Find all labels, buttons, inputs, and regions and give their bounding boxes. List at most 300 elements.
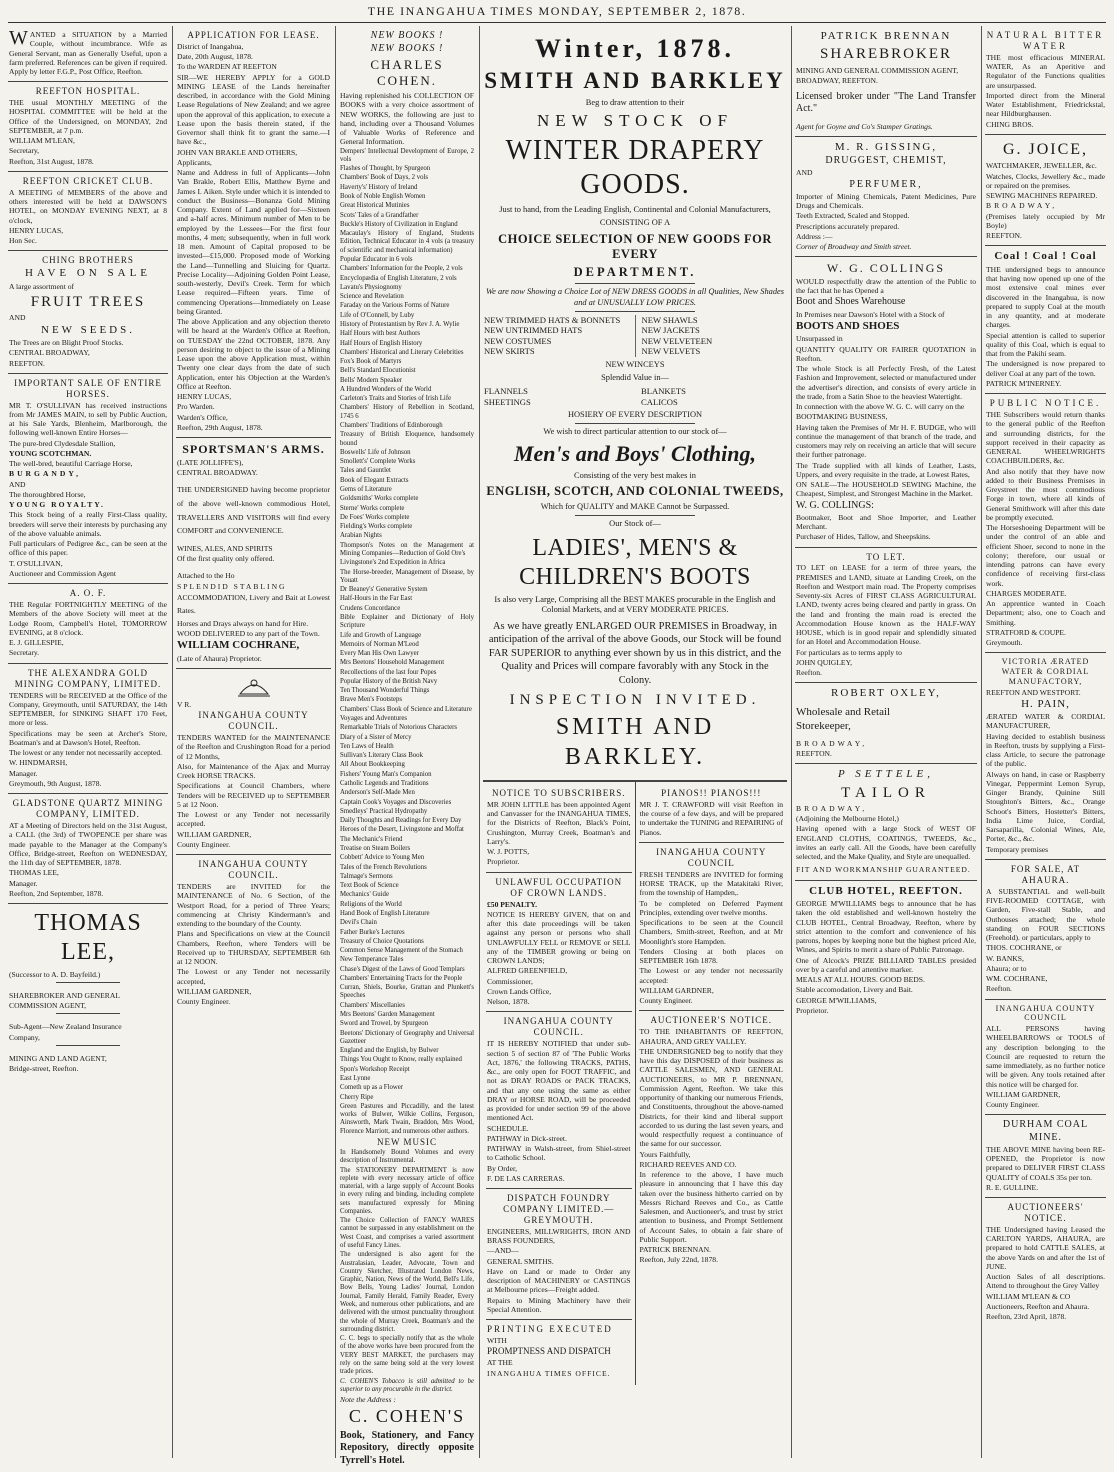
- signature-title: Proprietor.: [487, 857, 520, 867]
- book-item: Chambers' Miscellanies: [340, 1001, 405, 1009]
- ad-body: Also, for Maintenance of the Ajax and Murray Creek HORSE TRACKS.: [177, 761, 330, 781]
- ad-line: BOOTS AND SHOES: [796, 319, 900, 332]
- ad-body: MR T. O'SULLIVAN has received instructions from Mr JAMES MAIN, to sell by Public Auction, at his Sale Yards, Blenheim, Marlborough, the following well-known Entire Horses—: [9, 400, 167, 438]
- ad-heading: NEW MUSIC: [376, 1136, 438, 1147]
- ad-robert-oxley: [795, 683, 977, 764]
- signature: F. DE LAS CARRERAS.: [487, 1173, 565, 1183]
- ad-heading: CHARLES COHEN.: [370, 57, 444, 89]
- ad-body: Full particulars of Pedigree &c., can be seen at the office of this paper.: [9, 539, 167, 558]
- book-item: Goldsmiths' Works complete: [340, 495, 419, 503]
- ad-heading: INANGAHUA COUNTY COUNCIL: [995, 1003, 1096, 1023]
- list-item: NEW SHAWLS: [641, 314, 698, 325]
- book-item: Mrs Beetons' Household Management: [340, 659, 445, 667]
- book-item: History of Protestantism by Rev J. A. Wylie: [340, 320, 460, 328]
- ad-body: Plans and Specifications on view at the Council Chambers, Reefton, where Tenders will be Received up to THURSDAY, SEPTEMBER 6th at 12 NOON.: [177, 929, 330, 967]
- ad-line: Stable accomodation, Livery and Bait.: [796, 985, 913, 995]
- book-item: Talmage's Sermons: [340, 872, 393, 880]
- book-item: Cobbett' Advice to Young Men: [340, 854, 425, 862]
- ad-body: An apprentice wanted in Coach Department; also, one to Coach and Smithing.: [986, 599, 1105, 627]
- ad-heading: REEFTON HOSPITAL.: [35, 86, 141, 97]
- ad-line: AND: [796, 168, 813, 178]
- ad-date: Nelson, 1878.: [487, 997, 530, 1007]
- ad-heading: H. PAIN,: [1021, 697, 1070, 710]
- ad-line: Bridge-street, Reefton.: [9, 1064, 79, 1074]
- book-item: Book of Noble English Women: [340, 193, 426, 200]
- ad-body: As we have greatly ENLARGED OUR PREMISES in Broadway, in anticipation of the arrival of the above Goods, our Stock will be found FAR SUPERIOR to anything ever shown by us in this district, and the Quality and Prices will compare favorably with any Stock in the Colony.: [488, 620, 782, 686]
- ad-body: The Lowest or any tender not necessarily accepted:: [639, 966, 783, 985]
- ad-bitter-water: [985, 26, 1106, 135]
- signature: R. E. GULLINE.: [986, 1182, 1039, 1192]
- book-item: Encyclopædia of English Literature, 2 vols: [340, 274, 457, 282]
- ad-line: Note the Address :: [340, 1395, 396, 1405]
- book-item: Text Book of Science: [340, 882, 399, 890]
- ad-heading: INANGAHUA COUNTY COUNCIL: [656, 846, 767, 868]
- ad-line: DRUGGEST, CHEMIST,: [825, 155, 947, 167]
- divider: [575, 311, 696, 312]
- book-item: Chambers' Information for the People, 2 vols: [340, 265, 463, 273]
- ad-printing: [486, 1320, 632, 1383]
- ad-line: REEFTON.: [986, 231, 1022, 241]
- ad-body: MR JOHN LITTLE has been appointed Agent and Canvasser for the INANGAHUA TIMES, for the Districts of Reefton, Black's Point, Crushington, Murray Creek, Boatman's and Larry's.: [487, 799, 631, 846]
- ad-line: BROADWAY,: [796, 803, 868, 813]
- ad-line: Unsurpassed in: [796, 334, 843, 344]
- signature-title: Applicants,: [177, 157, 212, 167]
- ad-body: Auction Sales of all descriptions. Attend to throughout the Grey Valley: [986, 1272, 1105, 1291]
- ad-line: V R.: [177, 699, 192, 709]
- ad-line: Attached to the Ho: [177, 571, 235, 581]
- column-6: [985, 26, 1106, 1458]
- book-item: Treatise on Steam Boilers: [340, 844, 411, 852]
- ad-line: GENERAL SMITHS.: [487, 1256, 554, 1266]
- book-item: Beetons' Dictionary of Geography and Universal Gazetteer: [340, 1029, 474, 1045]
- list-item: NEW UNTRIMMED HATS: [484, 325, 583, 336]
- signature: STRATFORD & COUPE.: [986, 627, 1066, 637]
- ad-heading: NOTICE TO SUBSCRIBERS.: [492, 787, 626, 798]
- ad-council-footpaths: [486, 1012, 632, 1189]
- book-item: Remarkable Trials of Notorious Characters: [340, 724, 458, 732]
- ad-body: The Choice Collection of FANCY WARES cannot be surpassed in any establishment on the West Coast, and comprises a varied assortment of useful Fancy Lines.: [340, 1217, 474, 1250]
- ad-line: Company,: [9, 1032, 40, 1042]
- ad-line: MINING AND LAND AGENT,: [9, 1053, 107, 1063]
- book-item: Bell's Standard Elocutionist: [340, 367, 416, 375]
- ad-line: The thoroughbred Horse,: [9, 489, 86, 499]
- ad-line: COMMISSION AGENT,: [9, 1001, 87, 1011]
- list-item: NEW VELVETEEN: [641, 335, 713, 346]
- ad-body: THE usual MONTHLY MEETING of the HOSPITAL COMMITTEE will be held at the Office of the Undersigned, on MONDAY, 2nd SEPTEMBER, at 7 p.m.: [9, 98, 167, 135]
- ad-line: District of Inangahua,: [177, 41, 244, 51]
- signature: WILLIAM GARDNER,: [177, 986, 252, 996]
- ad-line: Book, Stationery, and Fancy Repository, directly opposite Tyrrell's Hotel.: [340, 1430, 474, 1466]
- ad-line: Bootmaker, Boot and Shoe Importer, and Leather Merchant.: [796, 512, 976, 532]
- subcolumn-left: [483, 782, 636, 1385]
- ad-heading: G. JOICE,: [1002, 140, 1089, 158]
- ad-line: Date, 20th August, 1878.: [177, 52, 253, 62]
- ad-heading: PUBLIC NOTICE.: [989, 398, 1102, 409]
- ad-line: MEALS AT ALL HOURS. GOOD BEDS.: [796, 975, 925, 985]
- ad-subscribers: [486, 784, 632, 873]
- ad-line: PATHWAY in Walsh-street, from Shiel-street to Catholic School.: [487, 1144, 631, 1163]
- book-item: Voyages and Adventures: [340, 715, 408, 723]
- column-rule: [791, 26, 792, 1458]
- ad-sportsmans-arms: [176, 438, 331, 669]
- ad-body: Specifications may be seen at Archer's Store, Boatman's and at Dawson's Hotel, Reefton.: [9, 728, 167, 747]
- column-2: [176, 26, 331, 1458]
- book-item: Scots' Tales of a Grandfather: [340, 211, 419, 219]
- ad-body: In reference to the above, I have much pleasure in announcing that I have this day taken over the business hitherto carried on by Messrs Richard Reeves and Co., as Cattle Salesmen, and Auctioneer's, and trust by strict attention to business, and Prompt Settlement of Account Sales, to obtain a fair share of Public Support.: [639, 1170, 783, 1244]
- ad-heading: A. O. F.: [69, 588, 107, 599]
- ad-joice: [985, 135, 1106, 247]
- ad-body: ALL PERSONS having WHEELBARROWS or TOOLS of any description belonging to the Council are requested to return the same immediately, as no further notice will be given. Any tools retained after this notice will be charged for.: [986, 1024, 1105, 1089]
- firm-name: SMITH AND BARKLEY: [484, 67, 786, 93]
- ad-line: Yours Faithfully,: [639, 1149, 691, 1159]
- book-item: Half-Hours in the Far East: [340, 595, 413, 603]
- signature: E. J. GILLESPIE,: [9, 638, 64, 648]
- ad-date: Reefton, 29th August, 1878.: [177, 422, 263, 432]
- column-3: [339, 26, 475, 1466]
- book-item: Treasury of British Eloquence, handsomely bound: [340, 431, 474, 447]
- ad-body: Is also very Large, Comprising all the BEST MAKES procurable in the English and Colonial Markets, and at VERY MODERATE PRICES.: [494, 595, 776, 615]
- ad-heading: REEFTON CRICKET CLUB.: [22, 175, 154, 186]
- horse-name: YOUNG SCOTCHMAN.: [9, 448, 92, 458]
- ad-line: QUANTITY QUALITY OR FAIRER QUOTATION in Reefton.: [796, 344, 976, 363]
- ad-line: Agent for Goyne and Co's Stamper Gratings.: [796, 121, 933, 131]
- ad-body: Imported direct from the Mineral Water Establishment, Friedrickstal, near Hildburghausen.: [986, 90, 1105, 119]
- list-item: FLANNELS: [484, 386, 528, 397]
- book-item: Macaulay's History of England, Students Edition, Technical Educator in 4 vols (a treasury of scientific and mechanical information): [340, 230, 474, 254]
- list-item: NEW VELVETS: [641, 346, 701, 357]
- ad-date: Greymouth, 9th August, 1878.: [9, 778, 102, 788]
- column-rule: [335, 26, 336, 1458]
- book-item: Things You Ought to Know, really explained: [340, 1056, 462, 1064]
- ad-line: FIT AND WORKMANSHIP GUARANTEED.: [796, 865, 971, 875]
- ad-body: WOOD DELIVERED to any part of the Town.: [177, 629, 320, 639]
- ad-heading: FOR SALE, AT AHAURA.: [1010, 863, 1081, 885]
- book-item: A Hundred Wonders of the World: [340, 385, 432, 393]
- ad-body: Having opened with a large Stock of WEST OF ENGLAND CLOTHS, COATINGS, TWEEDS, &c., invites an early call. All the Goods, have been carefully selected, and the Make Quality, and Style are unequalled.: [796, 824, 976, 862]
- ad-body: THE UNDERSIGNED beg to notify that they have this day DISPOSED of their business as CATTLE SALESMEN, AND GENERAL AUCTIONEERS, to MR P. BRENNAN, Commission Agent, Reefton. We take this opportunity of thanking our numerous Friends, and Constituents, throughout the above-named Districts, for their kind and liberal support accorded to us during the last seven years, and would respectfully request a continuance of the same for our successor.: [639, 1046, 783, 1149]
- ad-date: Reefton, July 22nd, 1878.: [639, 1255, 718, 1265]
- royal-crest-icon: [234, 674, 274, 698]
- book-item: Carleton's Traits and Stories of Irish Life: [340, 395, 452, 403]
- ad-body: THE UNDERSIGNED having become proprietor of the above well-known commodious Hotel, TRAVELLERS AND VISITORS will find every COMFORT and CONVENIENCE.: [177, 485, 330, 536]
- ad-body: The lowest or any tender not necessarily accepted.: [9, 748, 163, 758]
- book-item: Chambers' Class Book of Science and Literature: [340, 705, 472, 713]
- ad-settele: [795, 764, 977, 880]
- divider: [575, 283, 696, 284]
- ad-line: Just to hand, from the Leading English, Continental and Colonial Manufacturers,: [499, 205, 771, 215]
- ad-heading: DISPATCH FOUNDRY COMPANY LIMITED.—GREYMOUTH.: [503, 1193, 615, 1226]
- ad-body: TENDERS WANTED for the MAINTENANCE of the Reefton and Crushington Road for a period of 12 Months,: [177, 733, 330, 761]
- book-item: England and the English, by Bulwer: [340, 1047, 439, 1055]
- ad-heading: Winter, 1878.: [534, 34, 736, 63]
- signature: JOHN QUIGLEY,: [796, 657, 852, 667]
- ad-council-horse-track: [639, 843, 785, 1011]
- ad-heading: SHAREBROKER: [819, 46, 953, 63]
- book-item: Devil's Chain: [340, 919, 377, 927]
- ad-line: BROADWAY,: [986, 201, 1058, 211]
- ad-line: Prescriptions accurately prepared.: [796, 221, 900, 231]
- ad-body: IT IS HEREBY NOTIFIED that under sub-section 5 of section 87 of 'The Public Works Act, 1876,' the following TRACKS, PATHS, &c., are only open for FOOT TRAFFIC, and not as DRAY ROADS or PACK TRACKS, and that any one using the same as either DRAY or HORSE ROAD, will be proceeded as provided for under section 99 of the above mentioned Act.: [487, 1039, 631, 1123]
- ad-heading: NEW BOOKS !: [370, 43, 444, 55]
- ad-line: (Successor to A. D. Bayfeild.): [9, 969, 101, 979]
- ad-body: A SUBSTANTIAL and well-built FIVE-ROOMED COTTAGE, with Garden, Five-stall Stable, and Outhouses attached; the whole standing on FOUR SECTIONS (Freehold). or particulars, apply to: [986, 886, 1105, 943]
- ad-heading: M. R. GISSING,: [834, 140, 938, 153]
- ad-heading: CHING BROTHERS: [42, 255, 134, 266]
- ad-line: REEFTON AND WESTPORT.: [986, 687, 1081, 697]
- ad-line: BOOTMAKING BUSINESS,: [796, 412, 888, 422]
- list-item: NEW SKIRTS: [484, 346, 535, 357]
- book-item: Popular History of the British Navy: [340, 677, 438, 685]
- book-item: Science and Revelation: [340, 293, 404, 301]
- ad-line: We wish to direct particular attention to our stock of—: [543, 427, 727, 437]
- ad-body: AT a Meeting of Directors held on the 31st August, a CALL (the 3rd) of TWOPENCE per share was made payable to the Manager at the Company's Office, Bridge-street, Reefton on WEDNESDAY, the 11th day of SEPTEMBER, 1878.: [9, 821, 167, 868]
- firm-name: SMITH AND BARKLEY.: [555, 714, 715, 770]
- ad-line: Corner of Broadway and Smith street.: [796, 242, 912, 252]
- ad-heading: DURHAM COAL MINE.: [1002, 1119, 1089, 1143]
- ad-line: CENTRAL BROADWAY,: [9, 348, 90, 358]
- ad-line: FRUIT TREES: [30, 294, 146, 311]
- ad-heading: THOMAS LEE,: [34, 910, 142, 966]
- ad-body: In connection with the above W. G. C. will carry on the: [796, 402, 965, 412]
- book-item: Treasury of Choice Quotations: [340, 937, 424, 945]
- book-item: Bible Explainer and Dictionary of Holy Scripture: [340, 613, 474, 630]
- ad-body: MR J. T. CRAWFORD will visit Reefton in the course of a few days, and will be prepared to undertake the TUNING and REPAIRING of Pianos.: [639, 799, 783, 837]
- column-4: [483, 26, 787, 1458]
- ad-council-tenders: [176, 669, 331, 855]
- ad-body: TO LET on LEASE for a term of three years, the PREMISES and LAND, situate at Landing Creek, on the Reefton and Westport main road. The Property comprises Seventy-six Acres of FIRST CLASS AGRICULTURAL LAND, twenty acres being cleared and partly in grass. On the land and fronting the main road is erected the Accommodation House known as the HALF-WAY HOUSE, which is in good repair and splendidly situated for an Hotel and Accommodation House.: [796, 563, 976, 647]
- signature-title: Secretary.: [9, 648, 40, 658]
- ad-date: Reefton, 2nd September, 1878.: [9, 888, 104, 898]
- ad-date: Reefton, 23rd April, 1878.: [986, 1312, 1067, 1322]
- ad-body: This Stock being of a really First-Class quality, breeders will serve their interests by purchasing any of the above valuable animals.: [9, 510, 167, 538]
- ad-body: ANTED a SITUATION by a Married Couple, without incumbrance. Wife as General Servant, man as Generally Useful, upon a farm preferred. References can be given if required. Apply by letter F.G.P., Post Office, Reefton.: [9, 30, 167, 76]
- ad-line: In Premises near Dawson's Hotel with a Stock of: [796, 309, 945, 319]
- ad-line: WM. COCHRANE,: [986, 974, 1048, 984]
- signature: WILLIAM M'LEAN & CO: [986, 1291, 1071, 1301]
- signature: W. J. POTTS,: [487, 847, 530, 857]
- ad-body: The above Application and any objection thereto will be heard at the Warden's Office at Reefton, on TUESDAY the 22nd OCTOBER, 1878. Any person desiring to object to the issue of a Mining Lease upon the above Application must, within Twenty one clear days from the date of such Application, enter his Objection at the Warden's Office at Reefton.: [177, 317, 330, 391]
- divider: [575, 423, 696, 424]
- ad-line: SEWING MACHINES REPAIRED.: [986, 191, 1098, 201]
- ad-body: Have on Land or made to Order any description of MACHINERY or CASTINGS at Melbourne prices—Freight added.: [487, 1266, 631, 1295]
- ad-body: And also notify that they have now added to their Business Premises in Greystreet the most commodious Forge in town, where all kinds of General Smithwork will after this date be promptly executed.: [986, 466, 1105, 522]
- ad-to-let: [795, 548, 977, 684]
- book-item: Father Burke's Lectures: [340, 928, 405, 936]
- ad-body: SIR—WE HEREBY APPLY for a GOLD MINING LEASE of the Lands hereinafter described, in accordance with the Gold Mining Lease Regulations of New Zealand; and we agree upon the approval of this application, to execute a Lease upon the basis therein stated, if the Governor shall think fit to grant the same.—I have &c.,: [177, 72, 330, 147]
- signature: HENRY LUCAS,: [177, 392, 232, 402]
- ad-body: Horses and Drays always on hand for Hire.: [177, 618, 309, 628]
- ad-heading: NEW BOOKS !: [370, 30, 444, 41]
- book-item: Curran, Shiels, Bourke, Grattan and Plunkett's Speeches: [340, 984, 474, 1000]
- book-item: Religions of the World: [340, 900, 402, 908]
- book-item: Heroes of the Desert, Livingstone and Moffat: [340, 826, 464, 834]
- masthead-rule: [8, 22, 1106, 23]
- ad-line: To the WARDEN AT REEFTON: [177, 62, 277, 72]
- ad-body: ON SALE—The HOUSEHOLD SEWING Machine, the Cheapest, Simplest, and Strongest Machine in the Market.: [796, 480, 976, 499]
- ad-line: REEFTON.: [796, 748, 832, 758]
- ad-line: AND: [9, 313, 26, 323]
- value-list: [484, 386, 786, 407]
- book-item: Chambers' Traditions of Edinborough: [340, 422, 443, 430]
- ad-thomas-lee: [8, 904, 168, 1078]
- ad-heading: INANGAHUA COUNTY COUNCIL.: [198, 859, 309, 881]
- book-item: Mechanics' Guide: [340, 891, 389, 899]
- ad-heading: C. COHEN'S: [348, 1406, 466, 1427]
- ad-line: INSPECTION INVITED.: [509, 692, 761, 709]
- ad-public-notice: [985, 394, 1106, 653]
- ad-body: One of Alcock's PRIZE BILLIARD TABLES presided over by a careful and attentive marker.: [796, 955, 976, 974]
- ad-line: PATHWAY in Dick-street.: [487, 1133, 567, 1143]
- ad-line: The well-bred, beautiful Carriage Horse,: [9, 459, 133, 469]
- ad-body: C. C. begs to specially notify that as the whole of the above works have been procured from the VERY BEST MARKET, the purchasers may rely on the same being sold at the very lowest trade prices.: [340, 1335, 474, 1376]
- ad-body: Having decided to establish business in Reefton, trusts by supplying a First-class Article, to secure the patronage of the public.: [986, 731, 1105, 769]
- book-item: Every Man His Own Lawyer: [340, 650, 419, 658]
- signature-title: County Engineer.: [639, 996, 693, 1006]
- ad-body: TENDERS are INVITED for the MAINTENANCE of No. 6 Section, of the Westport Road, for a period of Three Years; commencing at Christy Kindermann's and extending to the boundary of the County.: [177, 882, 330, 929]
- signature: JOHN VAN BRAKLE AND OTHERS,: [177, 147, 298, 157]
- book-item: Daily Thoughts and Readings for Every Day: [340, 817, 462, 825]
- book-item: Brave Men's Footsteps: [340, 696, 403, 704]
- ad-body: Specifications to be seen at the Council Chambers, Smith-street, Reefton, and at Mr Moonlight's store Hampden.: [639, 918, 783, 946]
- signature-title: Manager.: [9, 768, 38, 778]
- book-item: Ten Thousand Wonderful Things: [340, 687, 430, 695]
- book-item: Lavatu's Physiognomy: [340, 283, 402, 291]
- book-item: Buckle's History of Civilization in England: [340, 220, 458, 228]
- ad-heading: Coal ! Coal ! Coal: [994, 250, 1097, 263]
- ad-heading: INANGAHUA COUNTY COUNCIL.: [198, 710, 309, 732]
- book-item: Dempers' Intellectual Development of Europe, 2 vols: [340, 147, 474, 163]
- signature: W. HINDMARSH,: [9, 758, 68, 768]
- ad-line: Consisting of the very best makes in: [574, 470, 696, 480]
- ad-line: CHOICE SELECTION OF NEW GOODS FOR EVERY: [498, 231, 772, 261]
- book-item: Chambers' History of Rebellion in Scotland, 1745 6: [340, 404, 474, 420]
- ad-line: Reefton.: [796, 668, 822, 678]
- ad-line: Address :—: [796, 231, 833, 241]
- signature: RICHARD REEVES AND CO.: [639, 1159, 737, 1169]
- subcolumn-right: [636, 782, 788, 1385]
- book-item: Fox's Book of Martyrs: [340, 358, 402, 366]
- ad-line: PROMPTNESS AND DISPATCH: [487, 1346, 611, 1357]
- book-item: Sterne' Works complete: [340, 504, 405, 512]
- ad-durham-coal: [985, 1115, 1106, 1198]
- book-item: The Horse-breeder, Management of Disease, by Youatt: [340, 568, 474, 584]
- ad-line: NEW SEEDS.: [41, 323, 135, 336]
- ad-line: (Adjoining the Melbourne Hotel,): [796, 814, 899, 824]
- book-item: Livingstone's 2nd Expedition in Africa: [340, 559, 446, 567]
- goods-list: [484, 315, 786, 357]
- ad-body: Name and Address in full of Applicants—John Van Brakle, Robert Ellis, Matthew Byrne and James I. Aiken. Style under which it is intended to conduct the Business—Bonanza Gold Mining Company. Extent of Land applied for—Sixteen and a-half acres. Minimum number of Men to be employed by the Lessees—For the first four months, 4 men; subsequently, when in full work 18 men. Amount of Capital proposed to be invested—£15,000. Proposed mode of Working the Land—Tunnelling and Sluicing for Quartz. Precise Locality—Adjoining Golden Point Lease, south-westerly, Devil's Creek. Term for which Lease required—Fifteen years. Time of commencing Operations—Immediately on Lease being Granted.: [177, 168, 330, 316]
- ad-body: GEORGE M'WILLIAMS begs to announce that he has taken the old established and well-known hostelry the CLUB HOTEL, Central Broadway, Reefton, where by strict attention to the comfort and convenience of his patrons, hopes by keeping none but the highest priced Ale, Wines, and Spirits to merit a share of Public Patronage.: [796, 899, 976, 955]
- ad-line: The Trees are on Blight Proof Stocks.: [9, 338, 124, 348]
- ad-line: £50 PENALTY.: [487, 899, 538, 909]
- book-item: Cherry Ripe: [340, 1093, 374, 1101]
- book-item: Great Historical Mutinies: [340, 202, 410, 210]
- ad-line: PRINTING EXECUTED: [487, 1324, 613, 1335]
- ad-body: The undersigned is also agent for the Australasian, Leader, Advocate, Town and Country Sketcher, Illustrated London News, Graphic, Nation, News of the World, Bell's Life, Bow Bells, Young Ladies' Journal, London Journal, Family Herald, Family Reader, Every Week, and numerous other publications, and are delivered with the utmost punctuality throughout the whole of Murray Creek, Boatman's and the surrounding district.: [340, 1251, 474, 1333]
- signature: ALFRED GREENFIELD,: [487, 966, 568, 976]
- ad-date: Reefton, 31st August, 1878.: [9, 156, 94, 166]
- ad-heading: PIANOS!! PIANOS!!!: [661, 787, 762, 798]
- ad-line: CHARGES MODERATE.: [986, 588, 1067, 598]
- ad-line: TO THE INHABITANTS OF REEFTON, AHAURA, AND GREY VALLEY.: [639, 1027, 783, 1046]
- ad-body: The Horseshoeing Department will be under the control of an able and efficient Shoer, second to none in the colony; therefore, our usual or intending patrons can have every confidence of receiving first-class work.: [986, 523, 1105, 588]
- book-item: Tales and Gauntlet: [340, 467, 391, 475]
- ad-coal: [985, 246, 1106, 394]
- ad-body: Repairs to Mining Machinery have their Special Attention.: [487, 1295, 631, 1314]
- ad-body: THE undersigned begs to announce that having now opened up one of the most extensive coal mines ever discovered in the Inangahua, is now prepared to supply Coal at the mouth in any quantity, and at moderate charges.: [986, 264, 1105, 330]
- drop-cap: W: [9, 27, 28, 49]
- book-item: Cometh up as a Flower: [340, 1084, 404, 1092]
- book-item: Recollections of the last four Popes: [340, 668, 437, 676]
- signature: PATRICK M'INERNEY.: [986, 378, 1062, 388]
- book-item: Sword and Trowel, by Spurgeon: [340, 1020, 429, 1028]
- ad-line: SHAREBROKER AND GENERAL: [9, 990, 120, 1000]
- ad-heading: LADIES', MEN'S & CHILDREN'S BOOTS: [519, 534, 751, 590]
- list-item: BLANKETS: [641, 386, 686, 397]
- book-item: Thompson's Notes on the Management at Mining Companies—Reduction of Gold Ore's: [340, 541, 474, 557]
- goods-list-left: [484, 315, 636, 357]
- book-item: Chambers' Book of Days, 2 vols: [340, 174, 429, 182]
- ad-heading: PATRICK BRENNAN: [820, 30, 952, 42]
- list-item: NEW JACKETS: [641, 325, 700, 336]
- signature-title: Secretary,: [9, 146, 40, 156]
- ad-line: HOSIERY OF EVERY DESCRIPTION: [567, 410, 703, 420]
- ad-body: In Handsomely Bound Volumes and every description of Instrumental.: [340, 1148, 474, 1165]
- book-item: Mrs Beetons' Garden Management: [340, 1011, 435, 1019]
- book-item: The Mechanic's Friend: [340, 835, 403, 843]
- ad-heading: APPLICATION FOR LEASE.: [187, 30, 320, 40]
- ad-heading: UNLAWFUL OCCUPATION OF CROWN LANDS.: [495, 876, 623, 898]
- ad-line: By Order,: [487, 1163, 518, 1173]
- ad-gissing: [795, 137, 977, 258]
- ad-body: THE ABOVE MINE having been RE-OPENED, the Proprietor is now prepared to DELIVER FIRST CLASS QUALITY of COALS 35s per ton.: [986, 1144, 1105, 1182]
- goods-list-right: [642, 315, 787, 357]
- ad-body: The Lowest or any Tender not necessarily accepted,: [177, 967, 330, 986]
- ad-heading: TAILOR: [841, 784, 931, 801]
- ad-auctioneers-notice: [639, 1011, 785, 1269]
- book-item: Chase's Digest of the Laws of Good Templars: [340, 965, 465, 973]
- book-item: East Lynne: [340, 1075, 371, 1082]
- ad-council-tools: [985, 1000, 1106, 1116]
- ad-line: Splendid Value in—: [601, 373, 669, 382]
- column-1: [8, 26, 168, 1458]
- ad-dispatch-foundry: [486, 1189, 632, 1320]
- ad-body: The STATIONERY DEPARTMENT is now replete with every necessary article of office material, with a large supply of Account Books in every ruling and binding, including complete sets manufactured expressly for Mining Companies.: [340, 1166, 474, 1215]
- ad-line: Beg to draw attention to their: [585, 97, 685, 107]
- ad-collings: [795, 257, 977, 547]
- ad-line: BROADWAY,: [796, 738, 868, 748]
- ad-body: ACCOMMODATION, Livery and Bait at Lowest Rates.: [177, 592, 330, 615]
- ad-body: NOTICE IS HEREBY GIVEN, that on and after this date proceedings will be taken against any person or persons who shall UNLAWFULLY FELL or REMOVE or SELL any of the TIMBER growing or being on CROWN LANDS;: [487, 909, 631, 966]
- ad-line: Of the first quality only offered.: [177, 554, 275, 564]
- ad-body: The Trade supplied with all kinds of Leather, Lasts, Uppers, and every requisite in the trade, at Lowest Rates,: [796, 460, 976, 479]
- ad-body: A MEETING of MEMBERS of the above and others interested will be held at DAWSON'S HOTEL, on MONDAY EVENING NEXT, at 8 o'clock,: [9, 187, 167, 225]
- book-list: [340, 148, 474, 1136]
- book-item: Dr Beaney's' Generative System: [340, 586, 428, 594]
- list-item: NEW TRIMMED HATS & BONNETS: [484, 314, 621, 325]
- signature: T. O'SULLIVAN,: [9, 558, 63, 568]
- ad-body: The whole Stock is all Perfectly Fresh, of the Latest Fashion and Improvement, selected or manufactured under the advertiser's direction, and consists of every article in the trade, from a Satin Shoe to the heaviest Watertight.: [796, 364, 976, 401]
- ad-heading: P SETTELE,: [837, 768, 935, 781]
- signature: CHING BROS.: [986, 119, 1034, 129]
- divider: [56, 1045, 119, 1046]
- ad-body: For particulars as to terms apply to: [796, 647, 902, 657]
- ad-line: WINES, ALES, AND SPIRITS: [177, 543, 273, 553]
- column-rule: [981, 26, 982, 1458]
- ad-body: Watches, Clocks, Jewellery &c., made or repaired on the premises.: [986, 171, 1105, 190]
- signature: WILLIAM GARDNER,: [177, 829, 252, 839]
- book-item: De Foes' Works complete: [340, 513, 410, 521]
